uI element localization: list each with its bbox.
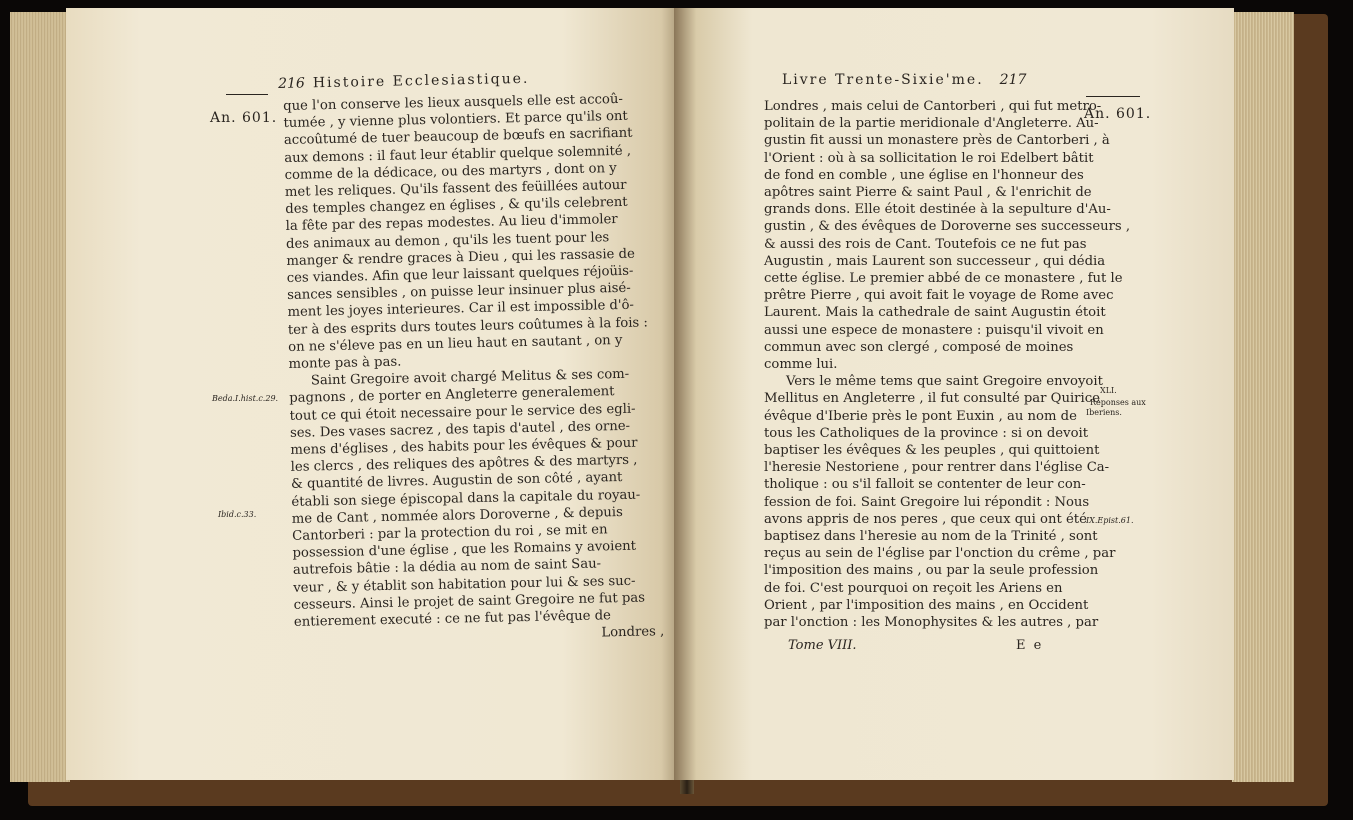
left-page-edges [10,12,70,782]
text-line: de foi. C'est pourquoi on reçoit les Ariens en [764,580,1063,596]
text-line: on ne s'éleve pas en un lieu haut en sautant , on y [288,332,623,355]
text-line: l'Orient : où à sa sollicitation le roi Edelbert bâtit [764,150,1094,166]
left-body-text [283,90,664,648]
text-line: & quantité de livres. Augustin de son côté , ayant [290,470,623,493]
text-line: aux demons : il faut leur établir quelque solemnité , [284,143,632,166]
text-line: baptiser les évêques & les peuples , qui quittoient [764,443,1100,459]
right-footer-tome: Tome VIII. [788,638,857,653]
text-line: établi son siege épiscopal dans la capitale du royau- [291,487,641,510]
text-line: Londres , mais celui de Cantorberi , qui fut metro- [764,99,1102,114]
text-line: tumée , y vienne plus volontiers. Et parce qu'ils ont [283,108,628,132]
text-line: cesseurs. Ainsi le projet de saint Gregoire ne fut pas [293,590,646,613]
text-line: autrefois bâtie : la dédia au nom de saint Sau- [292,556,602,579]
text-line: la fête par des repas modestes. Au lieu d'immoler [285,212,618,235]
right-body-text [764,98,1148,631]
left-marginal-note-2: Ibid.c.33. [218,510,257,519]
text-line: ter à des esprits durs toutes leurs coûtumes à la fois : [287,315,649,338]
left-page-number: 216 [278,75,306,92]
text-line: avons appris de nos peres , que ceux qui ont été [764,511,1087,527]
text-line: Augustin , mais Laurent son successeur , qui dédia [764,253,1106,269]
text-line: politain de la partie meridionale d'Angleterre. Au- [764,116,1099,132]
text-line: évêque d'Iberie près le pont Euxin , au nom de [764,408,1077,424]
right-marginal-note-title-1: Réponses aux [1090,398,1146,407]
text-line: tholique : ou s'il falloit se contenter de leur con- [764,477,1086,493]
text-line: aussi une espece de monastere : puisqu'il vivoit en [764,322,1104,338]
text-line: reçus au sein de l'église par l'onction du crême , par [764,546,1116,562]
text-line: Mellitus en Angleterre , il fut consulté par Quirice [764,391,1100,407]
text-line: apôtres saint Pierre & saint Paul , & l'enrichit de [764,185,1092,201]
text-line: comme de la dédicace, ou des martyrs , dont on y [284,160,617,183]
text-line: pagnons , de porter en Angleterre generalement [289,384,615,407]
left-marginal-note-1: Beda.I.hist.c.29. [212,394,279,403]
text-line: Orient , par l'imposition des mains , en Occident [764,597,1089,613]
right-page-number: 217 [999,72,1027,88]
text-line: & aussi des rois de Cant. Toutefois ce ne fut pas [764,236,1087,252]
text-line: ses. Des vases sacrez , des tapis d'autel , des orne- [289,418,631,441]
text-line: par l'onction : les Monophysites & les autres , par [764,615,1099,631]
left-page [66,8,686,780]
text-line: tous les Catholiques de la province : si on devoit [764,425,1089,441]
text-line: gustin , & des évêques de Doroverne ses successeurs , [764,219,1131,235]
right-marginal-section-number: XLI. [1100,386,1117,395]
text-line: Vers le même tems que saint Gregoire envoyoit [786,374,1103,390]
text-line: commun avec son clergé , composé de moines [764,339,1074,355]
text-line: fession de foi. Saint Gregoire lui répondit : Nous [764,494,1090,510]
text-line: tout ce qui étoit necessaire pour le service des egli- [289,401,636,424]
text-line: entierement executé : ce ne fut pas l'évêque de [293,608,612,630]
text-line: monte pas à pas. [288,354,402,372]
text-line: cette église. Le premier abbé de ce monastere , fut le [764,271,1123,287]
text-line: baptisez dans l'heresie au nom de la Trinité , sont [764,529,1098,545]
text-line: me de Cant , nommée alors Doroverne , & depuis [291,504,623,527]
left-margin-year: An. 601. [210,110,278,126]
text-line: Cantorberi : par la protection du roi , se mit en [292,522,608,544]
text-line: comme lui. [764,357,838,373]
text-line: grands dons. Elle étoit destinée à la sepulture d'Au- [764,202,1111,218]
text-line: gustin fit aussi un monastere près de Cantorberi , à [764,133,1110,149]
text-line: Londres , [601,624,665,641]
text-line: ment les joyes interieures. Car il est impossible d'ô- [287,298,635,321]
text-line: possession d'une église , que les Romains y avoient [292,538,637,562]
text-line: que l'on conserve les lieux ausquels elle est accoû- [283,91,624,114]
text-line: l'heresie Nestoriene , pour rentrer dans l'église Ca- [764,460,1110,476]
text-line: manger & rendre graces à Dieu , qui les rassasie de [286,246,635,269]
right-margin-year: An. 601. [1084,106,1152,122]
text-line: veur , & y établit son habitation pour lui & ses suc- [293,573,636,596]
text-line: met les reliques. Qu'ils fassent des feüillées autour [284,177,627,200]
header-rule [1086,96,1140,97]
text-line: les clercs , des reliques des apôtres & des martyrs , [290,452,638,476]
text-line: Laurent. Mais la cathedrale de saint Augustin étoit [764,305,1106,321]
right-page [674,8,1234,780]
right-running-head-title: Livre Trente-Sixie'me. [782,72,984,88]
text-line: accoûtumé de tuer beaucoup de bœufs en sacrifiant [283,126,633,149]
text-line: mens d'églises , des habits pour les évêques & pour [290,435,638,458]
text-line: de fond en comble , une église en l'honneur des [764,167,1084,183]
text-line: sances sensibles , on puisse leur insinuer plus aisé- [286,280,631,304]
text-line: prêtre Pierre , qui avoit fait le voyage de Rome avec [764,288,1114,304]
header-rule [226,94,268,95]
text-line: ces viandes. Afin que leur laissant quelques réjoüis- [286,263,634,286]
text-line: des animaux au demon , qu'ils les tuent pour les [285,229,610,252]
text-line: des temples changez en églises , & qu'ils celebrent [285,195,628,218]
right-footer-signature: E e [1016,638,1044,653]
right-marginal-note-epist: IX.Epist.61. [1086,516,1134,525]
text-line: Saint Gregoire avoit chargé Melitus & ses com- [310,367,630,389]
right-running-head [782,72,1026,88]
left-running-head [278,71,530,92]
right-page-edges [1232,12,1294,782]
left-running-head-title: Histoire Ecclesiastique. [312,70,530,92]
text-line: l'imposition des mains , ou par la seule profession [764,563,1099,579]
right-marginal-note-title-2: Iberiens. [1086,408,1122,417]
